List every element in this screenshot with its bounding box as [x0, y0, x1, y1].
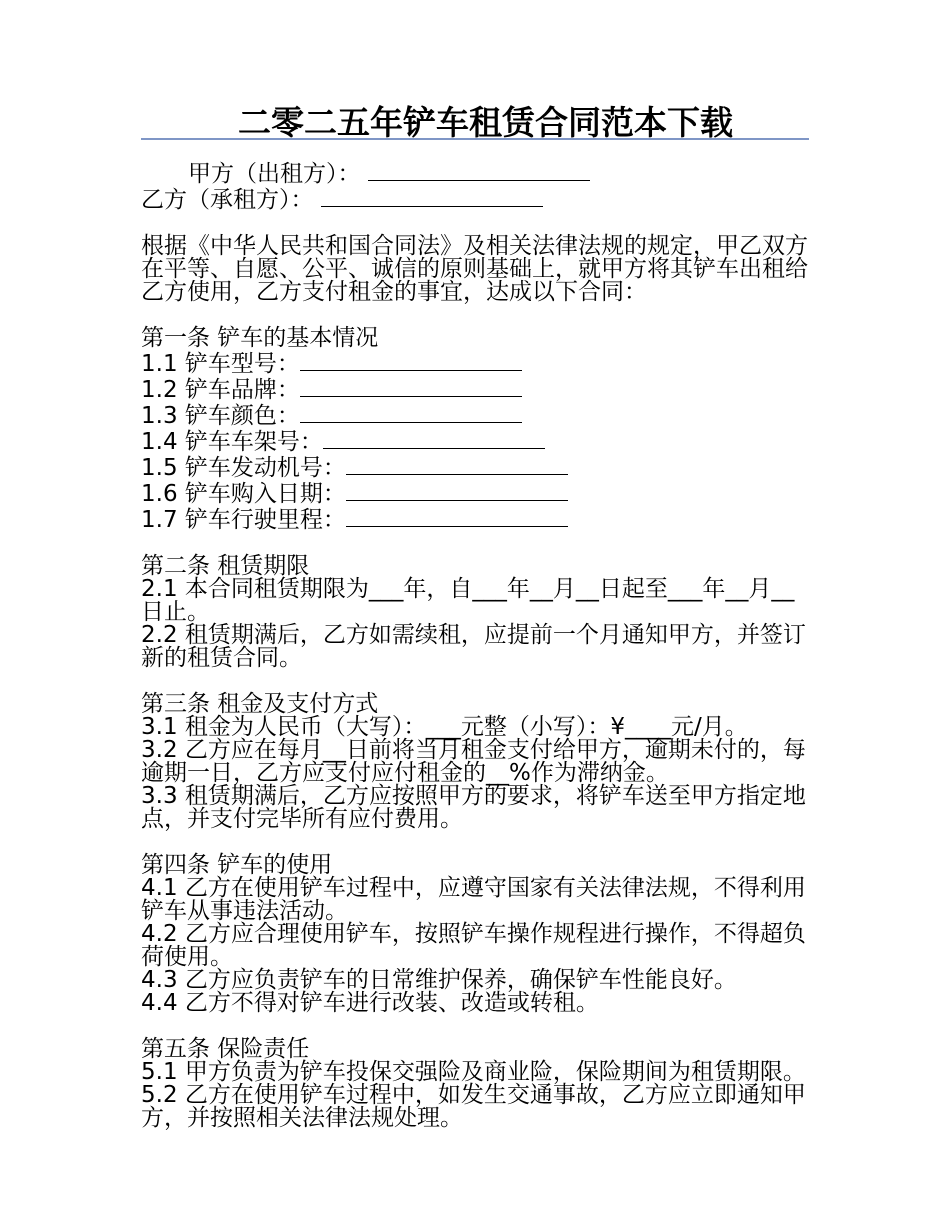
article4-clause-3: 4.3 乙方应负责铲车的日常维护保养，确保铲车性能良好。 [141, 967, 737, 993]
article1-heading: 第一条 铲车的基本情况 [141, 325, 379, 351]
article4-clause-2: 4.2 乙方应合理使用铲车，按照铲车操作规程进行操作，不得超负荷使用。 [141, 921, 806, 970]
party-a-blank [368, 160, 590, 181]
spacer [141, 304, 811, 327]
party-b-blank [321, 186, 543, 207]
article5-clause-1: 5.1 甲方负责为铲车投保交强险及商业险，保险期间为租赁期限。 [141, 1059, 806, 1085]
article2-clause-1: 2.1 本合同租赁期限为___年，自___年__月__日起至___年__月__日止。 [141, 576, 795, 625]
article1-item [141, 376, 811, 402]
title-underline [141, 138, 809, 140]
article4-clause-1: 4.1 乙方在使用铲车过程中，应遵守国家有关法律法规，不得利用铲车从事违法活动。 [141, 875, 806, 924]
article4-heading: 第四条 铲车的使用 [141, 852, 333, 878]
party-a-label: 甲方（出租方）： [188, 161, 361, 187]
article1-item [141, 480, 811, 506]
article1-item-label: 1.2 铲车品牌： [141, 377, 300, 403]
party-a-line [141, 160, 811, 186]
party-b-label: 乙方（承租方）： [141, 187, 314, 213]
article3-clause-1: 3.1 租金为人民币（大写）：___元整（小写）：¥____元/月。 [141, 714, 748, 740]
preamble: 根据《中华人民共和国合同法》及相关法律法规的规定，甲乙双方在平等、自愿、公平、诚信的原则基础上，就甲方将其铲车出租给乙方使用，乙方支付租金的事宜，达成以下合同： [141, 233, 808, 305]
field-blank [300, 402, 522, 423]
field-blank [323, 428, 545, 449]
document-title: 二零二五年铲车租赁合同范本下载 [238, 103, 733, 142]
article1-item-label: 1.5 铲车发动机号： [141, 455, 346, 481]
party-b-line [141, 186, 811, 212]
article3-clause-3: 3.3 租赁期满后，乙方应按照甲方的要求，将铲车送至甲方指定地点，并支付完毕所有应付费用。 [141, 783, 806, 832]
spacer [141, 532, 811, 555]
article1-item-label: 1.7 铲车行驶里程： [141, 507, 346, 533]
article2-clause-2: 2.2 租赁期满后，乙方如需续租，应提前一个月通知甲方，并签订新的租赁合同。 [141, 622, 806, 671]
article2-heading: 第二条 租赁期限 [141, 553, 310, 579]
field-blank [346, 480, 568, 501]
article4-clause-4: 4.4 乙方不得对铲车进行改装、改造或转租。 [141, 990, 599, 1016]
article5-clause-2: 5.2 乙方在使用铲车过程中，如发生交通事故，乙方应立即通知甲方，并按照相关法律法规处理。 [141, 1082, 806, 1131]
article3-clause-2: 3.2 乙方应在每月__日前将当月租金支付给甲方，逾期未付的，每逾期一日，乙方应支付应付租金的__%作为滞纳金。 [141, 737, 806, 786]
article1-item-label: 1.1 铲车型号： [141, 351, 300, 377]
article3-heading: 第三条 租金及支付方式 [141, 691, 379, 717]
article1-item-label: 1.4 铲车车架号： [141, 429, 323, 455]
article1-item-label: 1.6 铲车购入日期： [141, 481, 346, 507]
spacer [141, 212, 811, 235]
article1-item [141, 402, 811, 428]
article1-item-label: 1.3 铲车颜色： [141, 403, 300, 429]
field-blank [346, 506, 568, 527]
article5-heading: 第五条 保险责任 [141, 1036, 310, 1062]
article1-item [141, 350, 811, 376]
spacer [141, 670, 811, 693]
article1-item [141, 506, 811, 532]
field-blank [346, 454, 568, 475]
article1-item [141, 454, 811, 480]
spacer [141, 1015, 811, 1038]
article1-item [141, 428, 811, 454]
field-blank [300, 350, 522, 371]
spacer [141, 831, 811, 854]
field-blank [300, 376, 522, 397]
contract-body [141, 160, 811, 1130]
